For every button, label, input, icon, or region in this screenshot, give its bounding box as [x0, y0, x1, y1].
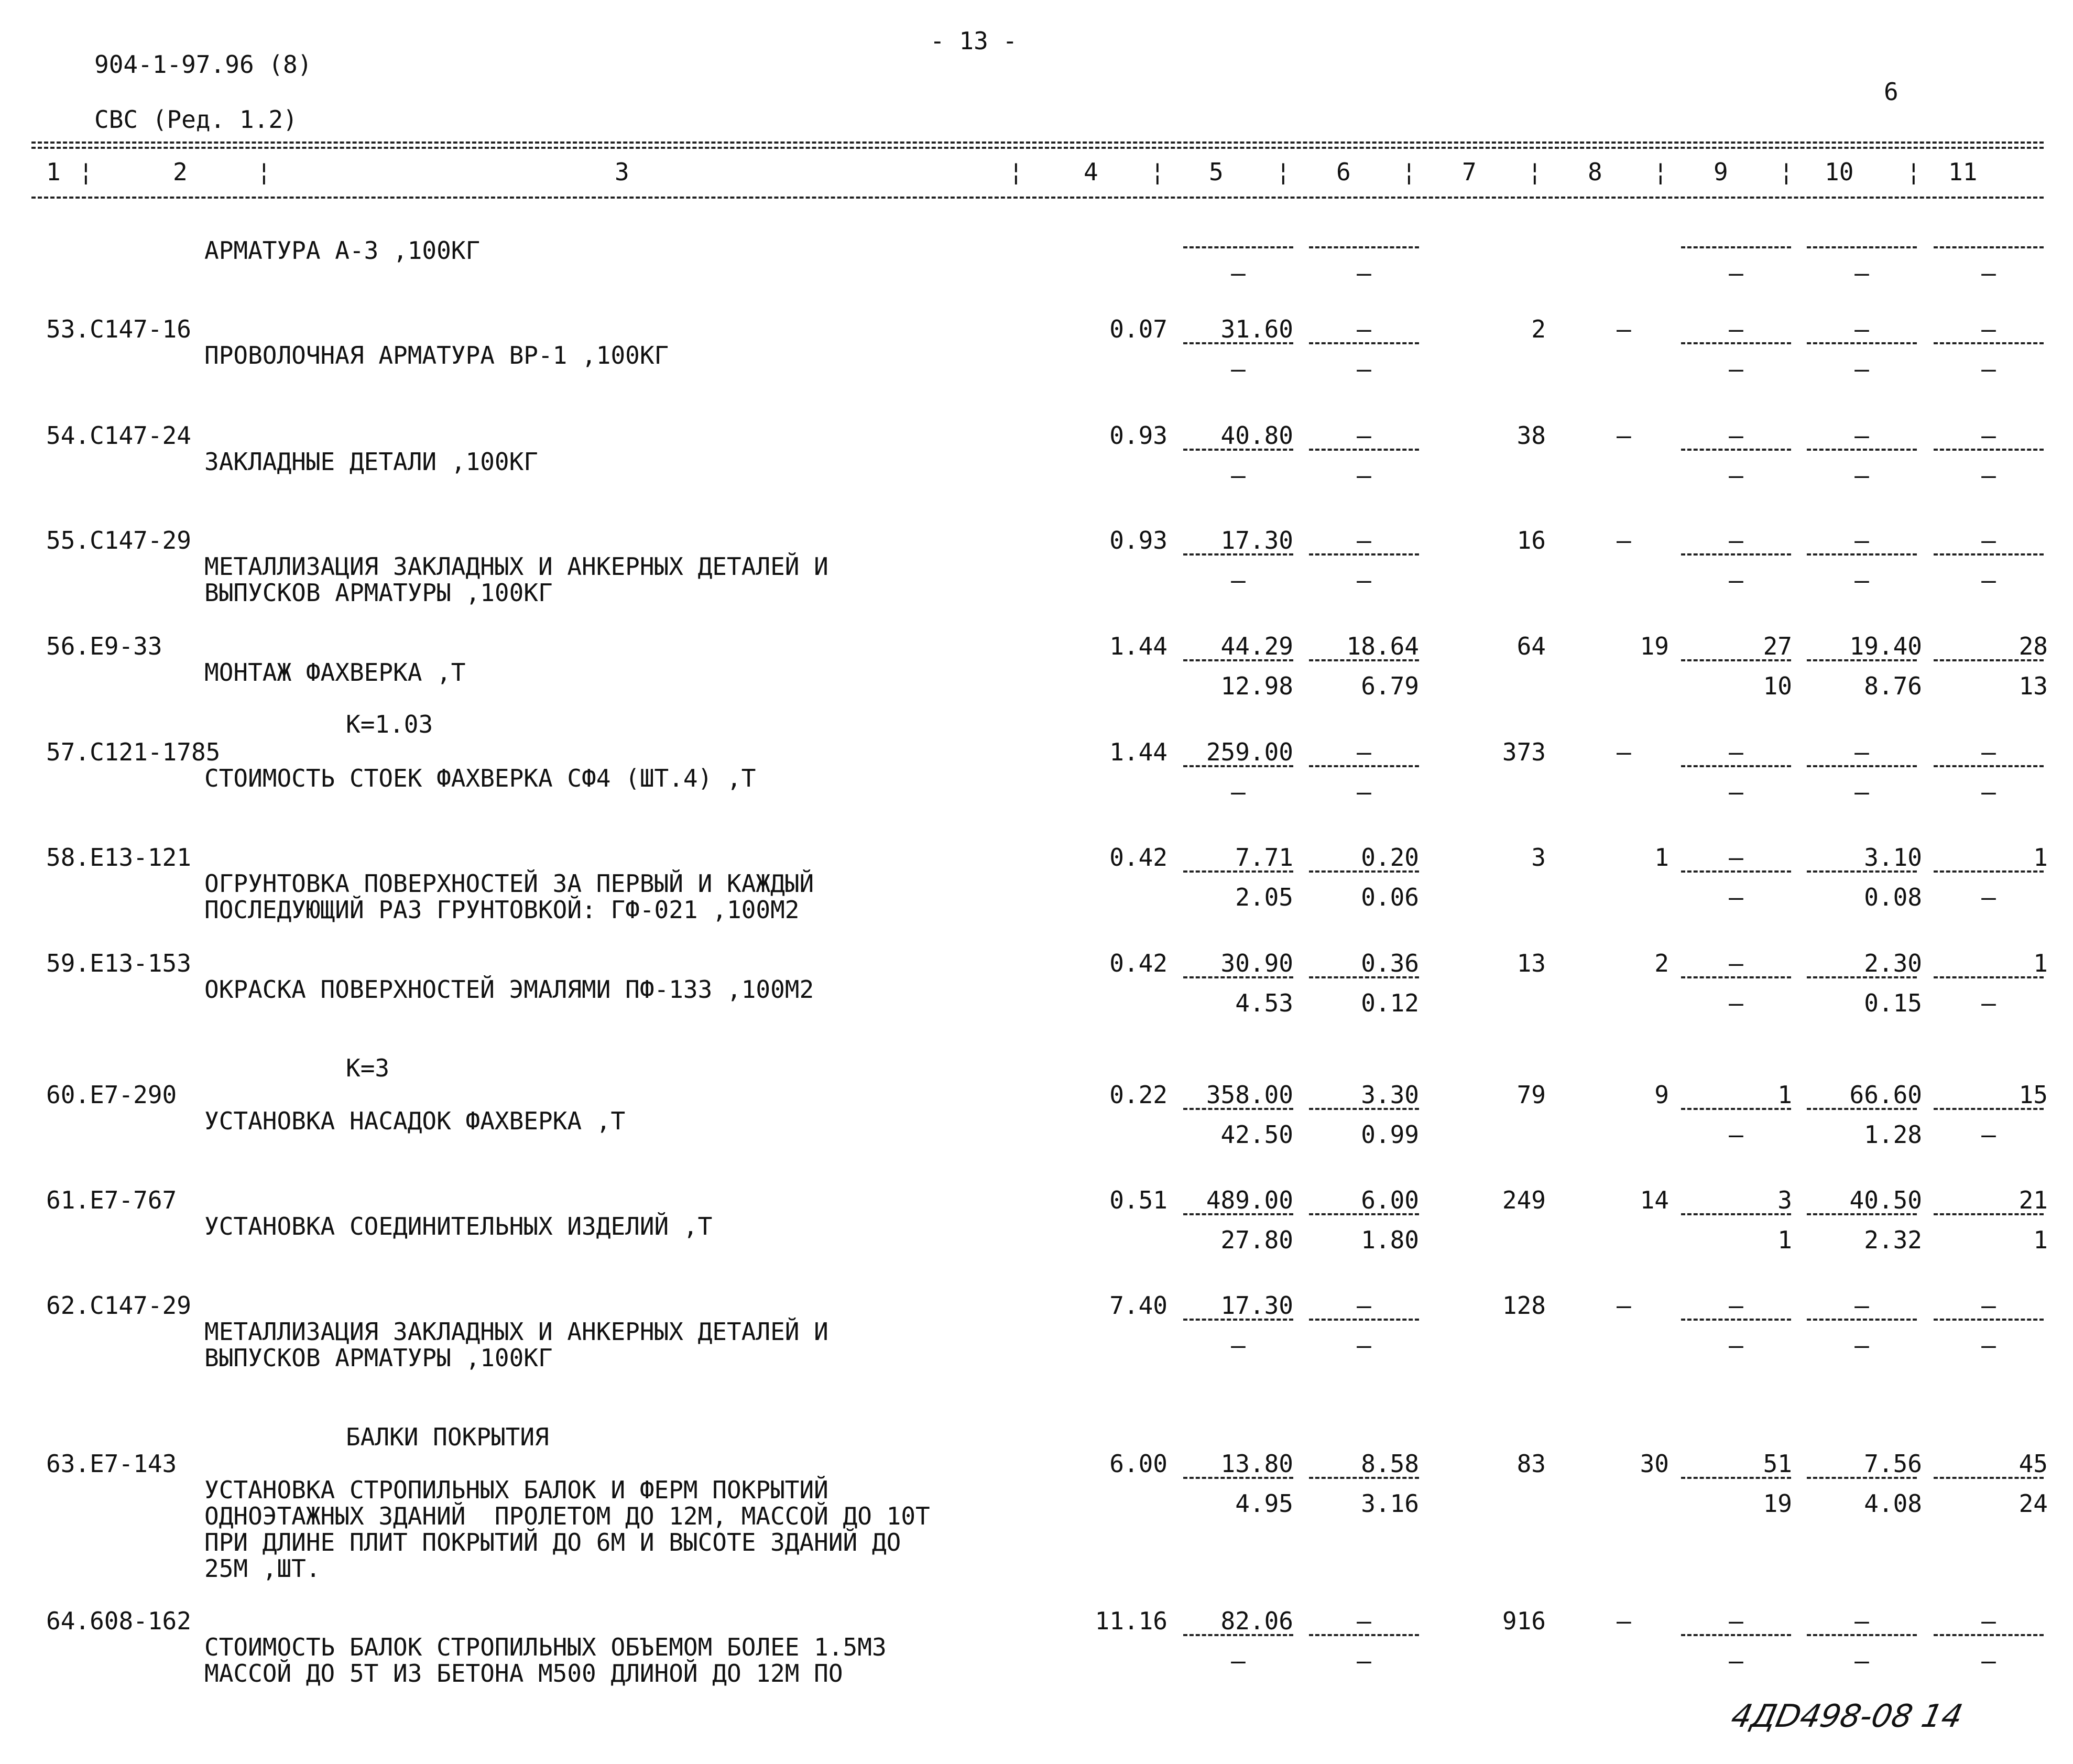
underline-c10	[1807, 1477, 1917, 1479]
cell-c7: 2	[1531, 315, 1546, 343]
row-note: К=3	[346, 1054, 390, 1082]
cell-c5: 259.00	[1206, 738, 1293, 766]
cell-col-8: –	[1617, 738, 1631, 766]
page-number: - 13 -	[930, 27, 1018, 55]
row-description-line: УСТАНОВКА СТРОПИЛЬНЫХ БАЛОК И ФЕРМ ПОКРЫТИЙ	[204, 1476, 828, 1504]
cell-qty: 1.44	[1109, 738, 1168, 766]
col-10-header: 10	[1825, 158, 1854, 186]
underline-c11	[1934, 870, 2044, 873]
underline-c10	[1807, 765, 1917, 767]
cell-c7: 373	[1502, 738, 1546, 766]
cell-c5: 31.60	[1220, 315, 1293, 343]
row-description-line: АРМАТУРА А-3 ,100КГ	[204, 236, 481, 265]
cell-c7: 128	[1502, 1291, 1546, 1320]
underline-c5	[1183, 1108, 1293, 1110]
row-description-line: ПРИ ДЛИНЕ ПЛИТ ПОКРЫТИЙ ДО 6М И ВЫСОТЕ ЗДАНИЙ ДО	[204, 1528, 901, 1556]
basis-c6: –	[1357, 778, 1371, 806]
basis-c10: –	[1854, 461, 1869, 489]
basis-c9: 19	[1763, 1489, 1792, 1518]
cell-c10: 2.30	[1864, 949, 1922, 977]
cell-c5: 7.71	[1235, 843, 1293, 872]
underline-c5	[1183, 1634, 1293, 1636]
cell-c10: 7.56	[1864, 1450, 1922, 1478]
row-code: 54.С147-24	[46, 421, 191, 450]
cell-c9: 51	[1763, 1450, 1792, 1478]
cell-c10: 40.50	[1849, 1186, 1922, 1214]
cell-c9: –	[1729, 738, 1743, 766]
underline-c6	[1309, 976, 1419, 978]
row-code: 53.С147-16	[46, 315, 191, 343]
cell-c10: –	[1854, 1607, 1869, 1635]
underline-c10	[1807, 342, 1917, 344]
cell-c7: 16	[1516, 526, 1546, 554]
cell-c5: 82.06	[1220, 1607, 1293, 1635]
cell-c6: 18.64	[1346, 632, 1419, 660]
cell-qty: 1.44	[1109, 632, 1168, 660]
cell-qty: 11.16	[1095, 1607, 1168, 1635]
cell-c11: 15	[2019, 1081, 2048, 1109]
row-code: 63.Е7-143	[46, 1450, 177, 1478]
underline-c6	[1309, 659, 1419, 661]
underline-c10	[1807, 1634, 1917, 1636]
underline-c11	[1934, 1213, 2044, 1215]
cell-c5: 17.30	[1220, 1291, 1293, 1320]
basis-c9: –	[1729, 461, 1743, 489]
col-sep: ¦	[1906, 158, 1921, 186]
basis-c6: 1.80	[1361, 1226, 1419, 1254]
cell-c7: 79	[1516, 1081, 1546, 1109]
cell-c9: –	[1729, 843, 1743, 872]
row-code: 58.Е13-121	[46, 843, 191, 872]
row-description-line: МОНТАЖ ФАХВЕРКА ,Т	[204, 658, 466, 687]
underline-c9	[1681, 1319, 1791, 1321]
basis-c6: –	[1357, 461, 1371, 489]
row-description-line: МАССОЙ ДО 5Т ИЗ БЕТОНА М500 ДЛИНОЙ ДО 12М ПО	[204, 1659, 843, 1687]
header-bottom-rule	[31, 197, 2044, 199]
underline-c6	[1309, 553, 1419, 556]
program-version: СВС (Ред. 1.2)	[94, 105, 298, 134]
underline-c10	[1807, 449, 1917, 451]
row-description-line: ПРОВОЛОЧНАЯ АРМАТУРА ВР-1 ,100КГ	[204, 341, 669, 369]
col-6-header: 6	[1336, 158, 1351, 186]
basis-c5: –	[1231, 1647, 1246, 1675]
row-description-line: МЕТАЛЛИЗАЦИЯ ЗАКЛАДНЫХ И АНКЕРНЫХ ДЕТАЛЕЙ И	[204, 1317, 828, 1346]
col-sep: ¦	[1009, 158, 1023, 186]
basis-c5: –	[1231, 566, 1246, 594]
row-code: 55.С147-29	[46, 526, 191, 554]
basis-c5: –	[1231, 1331, 1246, 1359]
row-code: 59.Е13-153	[46, 949, 191, 977]
cell-c9: –	[1729, 315, 1743, 343]
basis-c10: 2.32	[1864, 1226, 1922, 1254]
row-code: 61.Е7-767	[46, 1186, 177, 1214]
col-11-header: 11	[1948, 158, 1978, 186]
underline-c5	[1183, 1477, 1293, 1479]
underline-c5	[1183, 659, 1293, 661]
underline-c9	[1681, 1634, 1791, 1636]
basis-c6: –	[1357, 1647, 1371, 1675]
underline-c5	[1183, 553, 1293, 556]
underline-c5	[1183, 976, 1293, 978]
basis-c11: –	[1981, 259, 1996, 287]
cell-c8: 1	[1654, 843, 1669, 872]
cell-qty: 0.07	[1109, 315, 1168, 343]
basis-c5: 27.80	[1220, 1226, 1293, 1254]
col-sep: ¦	[1150, 158, 1165, 186]
basis-c5: 42.50	[1220, 1120, 1293, 1149]
cell-col-6: –	[1357, 738, 1371, 766]
row-description-line: ОДНОЭТАЖНЫХ ЗДАНИЙ ПРОЛЕТОМ ДО 12М, МАССОЙ ДО 10Т	[204, 1502, 930, 1530]
underline-c6	[1309, 449, 1419, 451]
cell-c5: 489.00	[1206, 1186, 1293, 1214]
basis-c9: –	[1729, 989, 1743, 1017]
underline-c5	[1183, 342, 1293, 344]
cell-c11: –	[1981, 1291, 1996, 1320]
col-1-header: 1	[46, 158, 61, 186]
basis-c11: 1	[2033, 1226, 2048, 1254]
basis-c11: –	[1981, 1647, 1996, 1675]
cell-col-8: –	[1617, 315, 1631, 343]
col-3-header: 3	[615, 158, 629, 186]
basis-c5: 4.95	[1235, 1489, 1293, 1518]
cell-col-6: –	[1357, 526, 1371, 554]
col-4-header: 4	[1084, 158, 1098, 186]
basis-c10: –	[1854, 1647, 1869, 1675]
underline-c11	[1934, 553, 2044, 556]
basis-c10: 1.28	[1864, 1120, 1922, 1149]
underline-c11	[1934, 342, 2044, 344]
cell-c11: –	[1981, 526, 1996, 554]
col-sep: ¦	[1528, 158, 1542, 186]
basis-c5: –	[1231, 259, 1246, 287]
underline-c9	[1681, 976, 1791, 978]
underline-c5	[1183, 1319, 1293, 1321]
cell-c8: 14	[1640, 1186, 1669, 1214]
basis-c11: 13	[2019, 672, 2048, 700]
basis-c9: –	[1729, 566, 1743, 594]
underline-c6	[1309, 342, 1419, 344]
cell-c7: 38	[1516, 421, 1546, 450]
underline-c11	[1934, 1108, 2044, 1110]
cell-c6: 8.58	[1361, 1450, 1419, 1478]
col-sep: ¦	[1653, 158, 1668, 186]
cell-c5: 44.29	[1220, 632, 1293, 660]
underline-c6	[1309, 1213, 1419, 1215]
basis-c6: 6.79	[1361, 672, 1419, 700]
header-top-rule-2	[31, 147, 2044, 149]
cell-col-8: –	[1617, 421, 1631, 450]
cell-c8: 30	[1640, 1450, 1669, 1478]
row-description-line: УСТАНОВКА НАСАДОК ФАХВЕРКА ,Т	[204, 1107, 626, 1135]
cell-qty: 6.00	[1109, 1450, 1168, 1478]
cell-c11: 1	[2033, 949, 2048, 977]
cell-qty: 0.42	[1109, 843, 1168, 872]
underline-c9	[1681, 659, 1791, 661]
underline-c6	[1309, 246, 1419, 248]
basis-c10: –	[1854, 778, 1869, 806]
row-description-line: ОКРАСКА ПОВЕРХНОСТЕЙ ЭМАЛЯМИ ПФ-133 ,100М2	[204, 975, 814, 1004]
cell-c8: 2	[1654, 949, 1669, 977]
cell-c9: –	[1729, 421, 1743, 450]
cell-qty: 7.40	[1109, 1291, 1168, 1320]
basis-c5: 12.98	[1220, 672, 1293, 700]
underline-c9	[1681, 342, 1791, 344]
cell-c10: –	[1854, 1291, 1869, 1320]
cell-c10: 66.60	[1849, 1081, 1922, 1109]
row-note: К=1.03	[346, 710, 433, 738]
cell-c9: –	[1729, 1291, 1743, 1320]
cell-c9: –	[1729, 526, 1743, 554]
cell-col-6: –	[1357, 1291, 1371, 1320]
basis-c5: 2.05	[1235, 883, 1293, 911]
basis-c9: 10	[1763, 672, 1792, 700]
underline-c6	[1309, 1108, 1419, 1110]
underline-c10	[1807, 1108, 1917, 1110]
cell-c7: 64	[1516, 632, 1546, 660]
underline-c10	[1807, 976, 1917, 978]
basis-c5: –	[1231, 778, 1246, 806]
basis-c6: –	[1357, 566, 1371, 594]
basis-c11: –	[1981, 883, 1996, 911]
basis-c9: –	[1729, 778, 1743, 806]
underline-c11	[1934, 1477, 2044, 1479]
cell-qty: 0.22	[1109, 1081, 1168, 1109]
cell-c10: 3.10	[1864, 843, 1922, 872]
underline-c9	[1681, 765, 1791, 767]
basis-c11: –	[1981, 1120, 1996, 1149]
cell-c9: 1	[1777, 1081, 1792, 1109]
cell-col-8: –	[1617, 1291, 1631, 1320]
underline-c10	[1807, 1319, 1917, 1321]
basis-c10: –	[1854, 1331, 1869, 1359]
underline-c11	[1934, 1319, 2044, 1321]
col-sep: ¦	[1276, 158, 1291, 186]
underline-c11	[1934, 765, 2044, 767]
underline-c6	[1309, 1634, 1419, 1636]
underline-c9	[1681, 1108, 1791, 1110]
cell-c11: 45	[2019, 1450, 2048, 1478]
underline-c6	[1309, 765, 1419, 767]
underline-c9	[1681, 553, 1791, 556]
underline-c10	[1807, 246, 1917, 248]
basis-c10: 0.15	[1864, 989, 1922, 1017]
basis-c11: –	[1981, 778, 1996, 806]
cell-c5: 40.80	[1220, 421, 1293, 450]
col-7-header: 7	[1462, 158, 1477, 186]
basis-c10: –	[1854, 355, 1869, 383]
underline-c6	[1309, 1319, 1419, 1321]
cell-c11: 1	[2033, 843, 2048, 872]
basis-c10: –	[1854, 566, 1869, 594]
cell-c9: –	[1729, 1607, 1743, 1635]
basis-c5: –	[1231, 461, 1246, 489]
cell-c10: –	[1854, 738, 1869, 766]
underline-c11	[1934, 246, 2044, 248]
underline-c5	[1183, 1213, 1293, 1215]
cell-col-6: –	[1357, 315, 1371, 343]
cell-col-6: –	[1357, 1607, 1371, 1635]
cell-c11: 21	[2019, 1186, 2048, 1214]
cell-c9: 27	[1763, 632, 1792, 660]
underline-c6	[1309, 1477, 1419, 1479]
basis-c5: 4.53	[1235, 989, 1293, 1017]
cell-c9: –	[1729, 949, 1743, 977]
basis-c6: –	[1357, 259, 1371, 287]
basis-c6: 0.06	[1361, 883, 1419, 911]
underline-c5	[1183, 765, 1293, 767]
underline-c5	[1183, 449, 1293, 451]
basis-c6: 0.99	[1361, 1120, 1419, 1149]
underline-c11	[1934, 976, 2044, 978]
underline-c10	[1807, 1213, 1917, 1215]
row-description-line: СТОИМОСТЬ СТОЕК ФАХВЕРКА СФ4 (ШТ.4) ,Т	[204, 764, 756, 792]
basis-c9: –	[1729, 259, 1743, 287]
cell-c11: 28	[2019, 632, 2048, 660]
basis-c10: 0.08	[1864, 883, 1922, 911]
cell-c10: –	[1854, 315, 1869, 343]
cell-c5: 358.00	[1206, 1081, 1293, 1109]
basis-c11: –	[1981, 989, 1996, 1017]
basis-c11: –	[1981, 1331, 1996, 1359]
cell-c7: 83	[1516, 1450, 1546, 1478]
basis-c6: –	[1357, 1331, 1371, 1359]
row-description-line: ПОСЛЕДУЮЩИЙ РАЗ ГРУНТОВКОЙ: ГФ-021 ,100М2	[204, 896, 800, 924]
cell-qty: 0.93	[1109, 421, 1168, 450]
underline-c5	[1183, 870, 1293, 873]
basis-c9: 1	[1777, 1226, 1792, 1254]
basis-c11: –	[1981, 566, 1996, 594]
basis-c11: 24	[2019, 1489, 2048, 1518]
basis-c10: 8.76	[1864, 672, 1922, 700]
basis-c10: 4.08	[1864, 1489, 1922, 1518]
row-description-line: МЕТАЛЛИЗАЦИЯ ЗАКЛАДНЫХ И АНКЕРНЫХ ДЕТАЛЕЙ И	[204, 552, 828, 581]
cell-c10: –	[1854, 526, 1869, 554]
cell-c10: –	[1854, 421, 1869, 450]
basis-c6: –	[1357, 355, 1371, 383]
row-code: 56.Е9-33	[46, 632, 162, 660]
cell-c5: 17.30	[1220, 526, 1293, 554]
row-code: 62.С147-29	[46, 1291, 191, 1320]
cell-c6: 0.36	[1361, 949, 1419, 977]
cell-c5: 30.90	[1220, 949, 1293, 977]
cell-col-8: –	[1617, 1607, 1631, 1635]
col-sep: ¦	[1779, 158, 1794, 186]
row-description-line: СТОИМОСТЬ БАЛОК СТРОПИЛЬНЫХ ОБЪЕМОМ БОЛЕЕ 1.5М3	[204, 1633, 887, 1661]
underline-c9	[1681, 1477, 1791, 1479]
cell-c9: 3	[1777, 1186, 1792, 1214]
underline-c11	[1934, 1634, 2044, 1636]
basis-c9: –	[1729, 883, 1743, 911]
cell-qty: 0.42	[1109, 949, 1168, 977]
underline-c11	[1934, 659, 2044, 661]
row-description-line: ОГРУНТОВКА ПОВЕРХНОСТЕЙ ЗА ПЕРВЫЙ И КАЖДЫЙ	[204, 869, 814, 898]
basis-c9: –	[1729, 1647, 1743, 1675]
underline-c10	[1807, 870, 1917, 873]
basis-c10: –	[1854, 259, 1869, 287]
basis-c9: –	[1729, 355, 1743, 383]
cell-qty: 0.93	[1109, 526, 1168, 554]
basis-c11: –	[1981, 461, 1996, 489]
cell-c11: –	[1981, 421, 1996, 450]
col-sep: ¦	[1402, 158, 1416, 186]
col-2-header: 2	[173, 158, 188, 186]
basis-c9: –	[1729, 1331, 1743, 1359]
cell-c8: 19	[1640, 632, 1669, 660]
col-sep: ¦	[257, 158, 271, 186]
cell-c10: 19.40	[1849, 632, 1922, 660]
underline-c11	[1934, 449, 2044, 451]
underline-c10	[1807, 553, 1917, 556]
col-sep: ¦	[79, 158, 93, 186]
cell-c7: 3	[1531, 843, 1546, 872]
cell-c5: 13.80	[1220, 1450, 1293, 1478]
cell-col-6: –	[1357, 421, 1371, 450]
page-marker: 6	[1884, 78, 1899, 106]
header-top-rule	[31, 141, 2044, 144]
cell-c6: 6.00	[1361, 1186, 1419, 1214]
row-note: БАЛКИ ПОКРЫТИЯ	[346, 1423, 549, 1451]
cell-c11: –	[1981, 1607, 1996, 1635]
cell-c6: 3.30	[1361, 1081, 1419, 1109]
cell-c11: –	[1981, 738, 1996, 766]
underline-c5	[1183, 246, 1293, 248]
col-8-header: 8	[1588, 158, 1602, 186]
underline-c10	[1807, 659, 1917, 661]
basis-c6: 0.12	[1361, 989, 1419, 1017]
basis-c9: –	[1729, 1120, 1743, 1149]
handwritten-stamp: 4ДD498-08 14	[1728, 1698, 1966, 1735]
row-code: 60.Е7-290	[46, 1081, 177, 1109]
underline-c9	[1681, 449, 1791, 451]
basis-c11: –	[1981, 355, 1996, 383]
col-5-header: 5	[1209, 158, 1224, 186]
cell-c7: 916	[1502, 1607, 1546, 1635]
underline-c9	[1681, 870, 1791, 873]
row-description-line: 25М ,ШТ.	[204, 1554, 321, 1583]
cell-c7: 249	[1502, 1186, 1546, 1214]
row-description-line: ВЫПУСКОВ АРМАТУРЫ ,100КГ	[204, 579, 553, 607]
basis-c6: 3.16	[1361, 1489, 1419, 1518]
cell-c6: 0.20	[1361, 843, 1419, 872]
row-description-line: ВЫПУСКОВ АРМАТУРЫ ,100КГ	[204, 1344, 553, 1372]
cell-c11: –	[1981, 315, 1996, 343]
row-description-line: ЗАКЛАДНЫЕ ДЕТАЛИ ,100КГ	[204, 448, 538, 476]
row-code: 57.С121-1785	[46, 738, 221, 766]
col-9-header: 9	[1714, 158, 1728, 186]
cell-col-8: –	[1617, 526, 1631, 554]
underline-c6	[1309, 870, 1419, 873]
document-code: 904-1-97.96 (8)	[94, 50, 312, 79]
underline-c9	[1681, 1213, 1791, 1215]
cell-c8: 9	[1654, 1081, 1669, 1109]
row-code: 64.608-162	[46, 1607, 191, 1635]
row-description-line: УСТАНОВКА СОЕДИНИТЕЛЬНЫХ ИЗДЕЛИЙ ,Т	[204, 1212, 713, 1240]
cell-qty: 0.51	[1109, 1186, 1168, 1214]
basis-c5: –	[1231, 355, 1246, 383]
underline-c9	[1681, 246, 1791, 248]
cell-c7: 13	[1516, 949, 1546, 977]
